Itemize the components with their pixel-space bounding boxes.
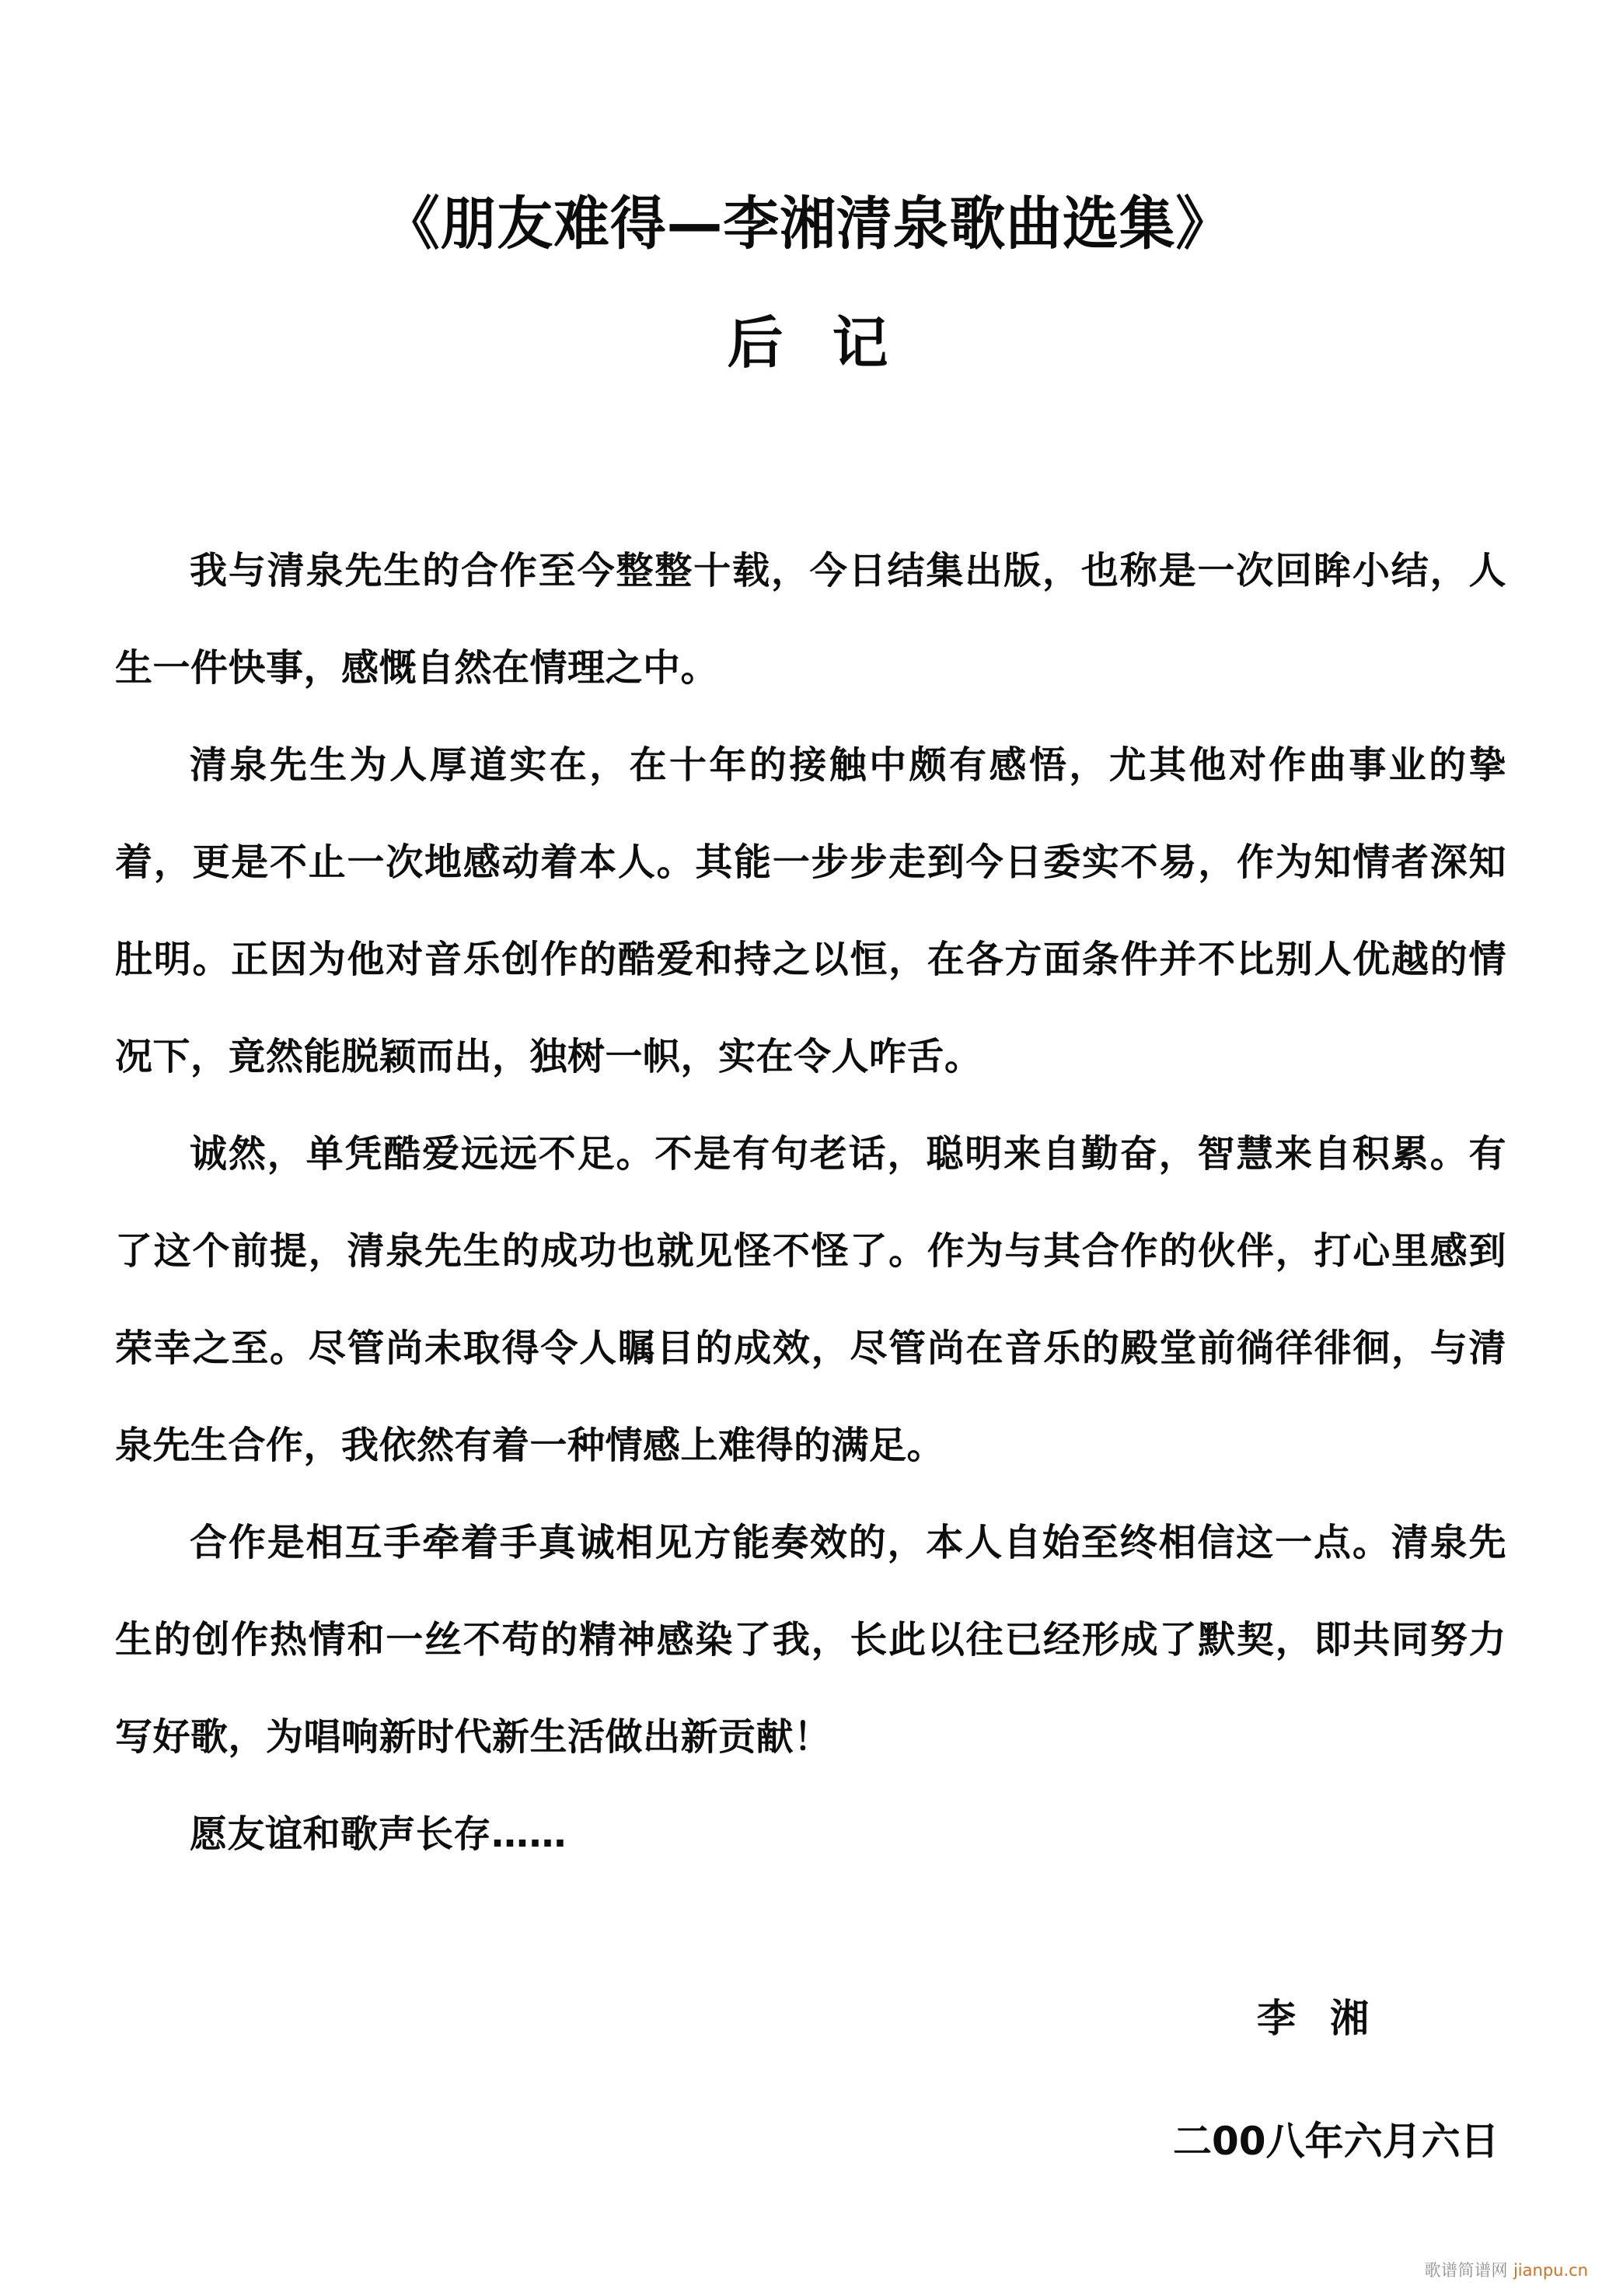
paragraph-2: 清泉先生为人厚道实在，在十年的接触中颇有感悟，尤其他对作曲事业的挚着，更是不止一次地感动着本人。其能一步步走到今日委实不易，作为知情者深知肚明。正因为他对音乐创作的酷爱和持之以恒，在各方面条件并不比别人优越的情况下，竟然能脱颖而出，独树一帜，实在令人咋舌。 [115, 743, 1506, 1078]
watermark-site-url: jianpu.cn [1513, 2261, 1588, 2280]
signature-date: 二00八年六月六日 [1173, 2119, 1499, 2164]
paragraph-5: 愿友谊和歌声长存…… [190, 1812, 567, 1856]
paragraph-4: 合作是相互手牵着手真诚相见方能奏效的，本人自始至终相信这一点。清泉先生的创作热情和一丝不苟的精神感染了我，长此以往已经形成了默契，即共同努力写好歌，为唱响新时代新生活做出新贡献！ [115, 1521, 1506, 1759]
signature-given-name: 湘 [1330, 1996, 1369, 2041]
site-watermark [1424, 2263, 1588, 2279]
author-signature [1173, 1987, 1499, 2043]
paragraph-1: 我与清泉先生的合作至今整整十载，今日结集出版，也称是一次回眸小结，人生一件快事，感慨自然在情理之中。 [115, 549, 1506, 690]
signature-block [1173, 1987, 1499, 2166]
watermark-site-name: 歌谱简谱网 [1424, 2261, 1508, 2280]
paragraph-3: 诚然，单凭酷爱远远不足。不是有句老话，聪明来自勤奋，智慧来自积累。有了这个前提，清泉先生的成功也就见怪不怪了。作为与其合作的伙伴，打心里感到荣幸之至。尽管尚未取得令人瞩目的成效，尽管尚在音乐的殿堂前徜徉徘徊，与清泉先生合作，我依然有着一种情感上难得的满足。 [115, 1132, 1506, 1467]
title-block [0, 191, 1616, 379]
signature-surname: 李 [1257, 1996, 1296, 2041]
subtitle-char-right: 记 [832, 310, 889, 376]
page-subtitle [0, 298, 1616, 379]
body-text [115, 522, 1506, 1883]
page-title: 《朋友难得—李湘清泉歌曲选集》 [383, 190, 1233, 257]
subtitle-char-left: 后 [727, 310, 784, 376]
